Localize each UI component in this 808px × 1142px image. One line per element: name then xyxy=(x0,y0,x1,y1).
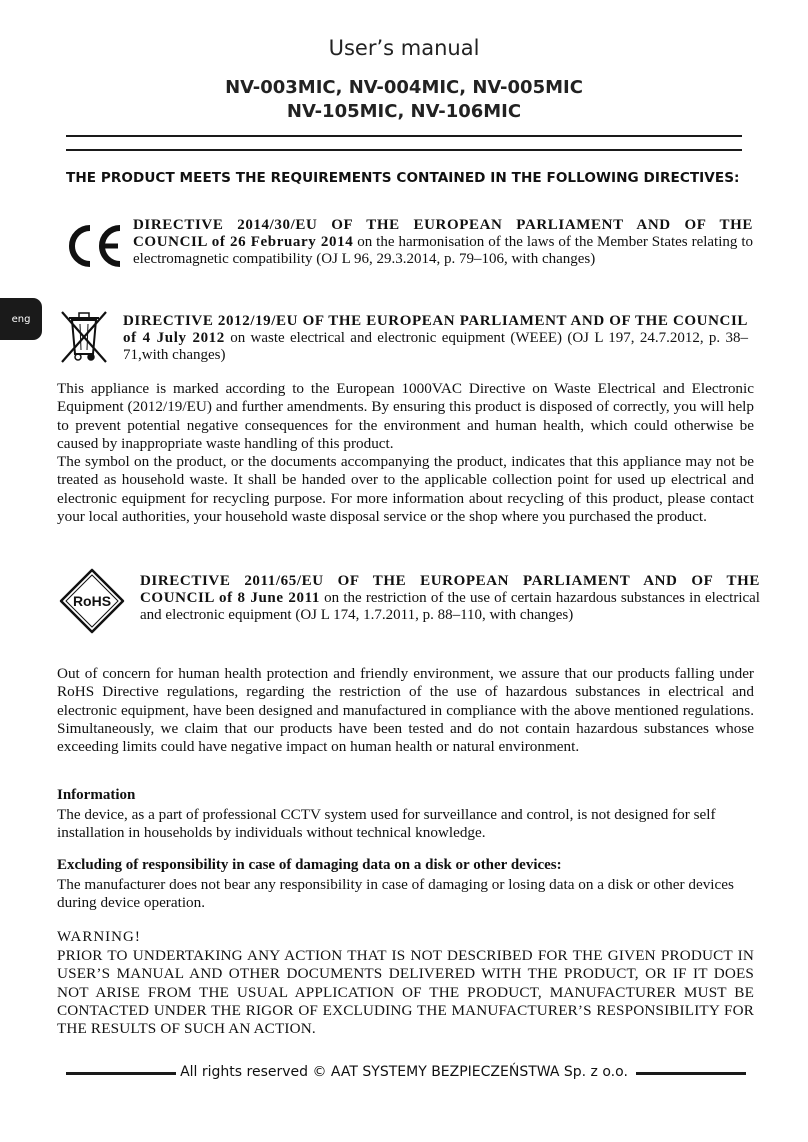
excluding-text: The manufacturer does not bear any responsibility in case of damaging or losing data on a disk or other devices during device operation. xyxy=(57,876,734,912)
directive-weee-title: DIRECTIVE 2012/19/EU OF THE EUROPEAN PARLIAMENT AND OF THE COUNCIL of 4 July 2012 xyxy=(123,313,748,346)
footer-copyright: All rights reserved © AAT SYSTEMY BEZPIECZEŃSTWA Sp. z o.o. xyxy=(180,1064,628,1080)
directive-ce-desc: on the harmonisation of the laws of the Member States relating to electromagnetic compatibility (OJ L 96, 29.3.2014, p. 79–106, with changes) xyxy=(133,234,753,267)
header-divider-top xyxy=(66,135,742,137)
model-list-line-2: NV-105MIC, NV-106MIC xyxy=(286,101,522,122)
rohs-paragraph: Out of concern for human health protection and friendly environment, we assure that our products falling under RoHS Directive regulations, regarding the restriction of the use of hazardous substances in electrical and electronic equipment, have been designed and manufactured in compliance with the above mentioned regulations. Simultaneously, we claim that our products have been tested and do not contain hazardous substances whose exceeding limits could have negative impact on human health or natural environment. xyxy=(57,665,754,756)
directive-ce xyxy=(133,217,753,268)
directive-weee-desc: on waste electrical and electronic equipment (WEEE) (OJ L 197, 24.7.2012, p. 38–71,with changes) xyxy=(123,330,748,363)
rohs-logo-icon xyxy=(57,566,127,636)
directives-heading: THE PRODUCT MEETS THE REQUIREMENTS CONTAINED IN THE FOLLOWING DIRECTIVES: xyxy=(66,170,740,186)
directive-rohs xyxy=(140,573,760,624)
model-list-line-1: NV-003MIC, NV-004MIC, NV-005MIC xyxy=(225,77,583,98)
footer-line-right xyxy=(636,1072,746,1075)
directive-weee xyxy=(123,313,748,364)
warning-heading: WARNING! xyxy=(57,929,141,945)
weee-crossed-bin-icon xyxy=(58,306,110,366)
weee-paragraph-1: This appliance is marked according to the European 1000VAC Directive on Waste Electrical and Electronic Equipment (2012/19/EU) and further amendments. By ensuring this product is disposed of correctly, you will help to prevent potential negative consequences for the environment and human health, which could otherwise be caused by inappropriate waste handling of this product. xyxy=(57,380,754,452)
weee-paragraph-2: The symbol on the product, or the documents accompanying the product, indicates that this appliance may not be treated as household waste. It shall be handed over to the applicable collection point for used up electrical and electronic equipment for recycling purpose. For more information about recycling of this product, please contact your local authorities, your household waste disposal service or the shop where you purchased the product. xyxy=(57,453,754,526)
warning-text: PRIOR TO UNDERTAKING ANY ACTION THAT IS NOT DESCRIBED FOR THE GIVEN PRODUCT IN USER’S MANUAL AND OTHER DOCUMENTS DELIVERED WITH THE PRODUCT, OR IF IT DOES NOT ARISE FROM THE USUAL APPLICATION OF THE PRODUCT, MANUFACTURER MUST BE CONTACTED UNDER THE RIGOR OF EXCLUDING THE MANUFACTURER’S RESPONSIBILITY FOR THE RESULTS OF SUCH AN ACTION. xyxy=(57,947,754,1038)
rohs-logo-text: RoHS xyxy=(72,593,112,609)
language-tab[interactable] xyxy=(0,298,42,340)
language-tab-label: eng xyxy=(11,313,31,325)
directive-rohs-title: DIRECTIVE 2011/65/EU OF THE EUROPEAN PARLIAMENT AND OF THE COUNCIL of 8 June 2011 xyxy=(140,573,760,606)
information-heading: Information xyxy=(57,787,136,803)
excluding-heading: Excluding of responsibility in case of damaging data on a disk or other devices: xyxy=(57,857,562,873)
ce-mark-icon xyxy=(62,222,126,270)
directive-ce-title: DIRECTIVE 2014/30/EU OF THE EUROPEAN PARLIAMENT AND OF THE COUNCIL of 26 February 2014 xyxy=(133,217,753,250)
page-title: User’s manual xyxy=(328,36,480,60)
information-text: The device, as a part of professional CCTV system used for surveillance and control, is not designed for self installation in households by individuals without technical knowledge. xyxy=(57,806,716,842)
directive-rohs-desc: on the restriction of the use of certain hazardous substances in electrical and electronic equipment (OJ L 174, 1.7.2011, p. 88–110, with changes) xyxy=(140,590,760,623)
header-divider-bottom xyxy=(66,149,742,151)
weee-paragraph xyxy=(57,380,754,526)
